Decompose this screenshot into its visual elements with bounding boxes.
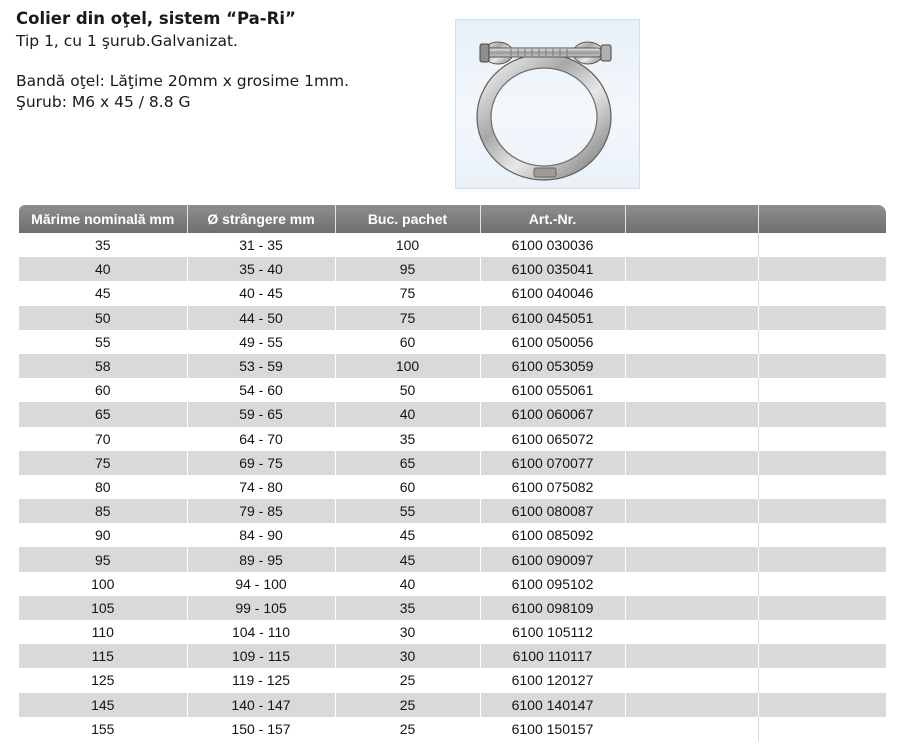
empty-cell [758,281,886,305]
empty-cell [758,451,886,475]
col-header-empty-1 [625,205,758,233]
empty-cell [625,378,758,402]
nominal-size-cell: 115 [19,644,187,668]
clamp-range-cell: 69 - 75 [187,451,335,475]
product-subtitle: Tip 1, cu 1 şurub.Galvanizat. [16,32,238,50]
empty-cell [625,693,758,717]
article-no-cell: 6100 150157 [480,717,625,741]
empty-cell [625,354,758,378]
article-no-cell: 6100 110117 [480,644,625,668]
pack-qty-cell: 30 [335,644,480,668]
nominal-size-cell: 70 [19,427,187,451]
article-no-cell: 6100 060067 [480,402,625,426]
empty-cell [625,475,758,499]
table-body [19,233,886,741]
article-no-cell: 6100 085092 [480,523,625,547]
table-row [19,257,886,281]
nominal-size-cell: 35 [19,233,187,257]
table-row [19,547,886,571]
empty-cell [758,306,886,330]
table-row [19,596,886,620]
table-row [19,693,886,717]
clamp-range-cell: 74 - 80 [187,475,335,499]
nominal-size-cell: 100 [19,572,187,596]
clamp-range-cell: 31 - 35 [187,233,335,257]
pack-qty-cell: 45 [335,523,480,547]
pack-qty-cell: 55 [335,499,480,523]
table-header-row [19,205,886,233]
empty-cell [625,330,758,354]
article-no-cell: 6100 098109 [480,596,625,620]
table-row [19,644,886,668]
table-row [19,668,886,692]
article-no-cell: 6100 140147 [480,693,625,717]
product-photo [455,19,640,189]
empty-cell [758,717,886,741]
pack-qty-cell: 25 [335,668,480,692]
empty-cell [758,620,886,644]
article-no-cell: 6100 040046 [480,281,625,305]
clamp-range-cell: 44 - 50 [187,306,335,330]
nominal-size-cell: 85 [19,499,187,523]
nominal-size-cell: 75 [19,451,187,475]
clamp-range-cell: 109 - 115 [187,644,335,668]
empty-cell [758,644,886,668]
table-row [19,451,886,475]
article-no-cell: 6100 070077 [480,451,625,475]
article-no-cell: 6100 065072 [480,427,625,451]
nominal-size-cell: 95 [19,547,187,571]
nominal-size-cell: 155 [19,717,187,741]
nominal-size-cell: 125 [19,668,187,692]
nominal-size-cell: 145 [19,693,187,717]
table-row [19,354,886,378]
nominal-size-cell: 90 [19,523,187,547]
col-header-article-no: Art.-Nr. [480,205,625,233]
pack-qty-cell: 35 [335,596,480,620]
empty-cell [625,427,758,451]
pack-qty-cell: 40 [335,402,480,426]
clamp-range-cell: 59 - 65 [187,402,335,426]
clamp-range-cell: 54 - 60 [187,378,335,402]
empty-cell [625,257,758,281]
table-row [19,717,886,741]
col-header-pack-qty: Buc. pachet [335,205,480,233]
clamp-range-cell: 89 - 95 [187,547,335,571]
nominal-size-cell: 40 [19,257,187,281]
pack-qty-cell: 25 [335,693,480,717]
pack-qty-cell: 60 [335,330,480,354]
clamp-range-cell: 53 - 59 [187,354,335,378]
table-row [19,523,886,547]
empty-cell [625,523,758,547]
steel-hose-clamp-icon [456,20,639,188]
empty-cell [758,427,886,451]
col-header-nominal-size: Mărime nominală mm [19,205,187,233]
article-no-cell: 6100 080087 [480,499,625,523]
empty-cell [625,233,758,257]
empty-cell [758,402,886,426]
article-no-cell: 6100 035041 [480,257,625,281]
empty-cell [758,378,886,402]
empty-cell [758,233,886,257]
pack-qty-cell: 95 [335,257,480,281]
nominal-size-cell: 60 [19,378,187,402]
empty-cell [625,596,758,620]
screw-spec: Şurub: M6 x 45 / 8.8 G [16,93,191,111]
clamp-range-cell: 40 - 45 [187,281,335,305]
table-row [19,402,886,426]
col-header-clamp-diameter: Ø strângere mm [187,205,335,233]
clamp-range-cell: 119 - 125 [187,668,335,692]
empty-cell [758,499,886,523]
empty-cell [625,547,758,571]
article-no-cell: 6100 053059 [480,354,625,378]
article-no-cell: 6100 095102 [480,572,625,596]
empty-cell [758,572,886,596]
empty-cell [625,644,758,668]
clamp-range-cell: 140 - 147 [187,693,335,717]
empty-cell [625,572,758,596]
clamp-range-cell: 64 - 70 [187,427,335,451]
clamp-range-cell: 49 - 55 [187,330,335,354]
table-row [19,572,886,596]
empty-cell [625,451,758,475]
pack-qty-cell: 100 [335,233,480,257]
empty-cell [625,620,758,644]
empty-cell [758,596,886,620]
pack-qty-cell: 30 [335,620,480,644]
table-row [19,306,886,330]
table-row [19,330,886,354]
article-no-cell: 6100 105112 [480,620,625,644]
product-title: Colier din oţel, sistem “Pa-Ri” [16,9,296,28]
empty-cell [758,354,886,378]
pack-qty-cell: 45 [335,547,480,571]
size-table [19,205,886,741]
table-row [19,378,886,402]
clamp-range-cell: 35 - 40 [187,257,335,281]
empty-cell [758,693,886,717]
table-row [19,281,886,305]
pack-qty-cell: 65 [335,451,480,475]
pack-qty-cell: 60 [335,475,480,499]
nominal-size-cell: 58 [19,354,187,378]
empty-cell [625,281,758,305]
article-no-cell: 6100 030036 [480,233,625,257]
pack-qty-cell: 25 [335,717,480,741]
article-no-cell: 6100 075082 [480,475,625,499]
pack-qty-cell: 35 [335,427,480,451]
empty-cell [625,499,758,523]
empty-cell [758,547,886,571]
pack-qty-cell: 100 [335,354,480,378]
col-header-empty-2 [758,205,886,233]
empty-cell [625,717,758,741]
pack-qty-cell: 75 [335,306,480,330]
clamp-range-cell: 79 - 85 [187,499,335,523]
empty-cell [758,668,886,692]
table-row [19,233,886,257]
band-spec: Bandă oţel: Lăţime 20mm x grosime 1mm. [16,72,350,90]
nominal-size-cell: 45 [19,281,187,305]
table-row [19,499,886,523]
empty-cell [758,257,886,281]
nominal-size-cell: 50 [19,306,187,330]
nominal-size-cell: 105 [19,596,187,620]
empty-cell [758,475,886,499]
empty-cell [758,330,886,354]
pack-qty-cell: 50 [335,378,480,402]
article-no-cell: 6100 045051 [480,306,625,330]
article-no-cell: 6100 120127 [480,668,625,692]
clamp-range-cell: 94 - 100 [187,572,335,596]
empty-cell [625,668,758,692]
empty-cell [625,402,758,426]
empty-cell [625,306,758,330]
empty-cell [758,523,886,547]
table-row [19,475,886,499]
clamp-range-cell: 99 - 105 [187,596,335,620]
article-no-cell: 6100 055061 [480,378,625,402]
article-no-cell: 6100 050056 [480,330,625,354]
table-row [19,620,886,644]
clamp-range-cell: 104 - 110 [187,620,335,644]
nominal-size-cell: 80 [19,475,187,499]
pack-qty-cell: 40 [335,572,480,596]
table-row [19,427,886,451]
pack-qty-cell: 75 [335,281,480,305]
article-no-cell: 6100 090097 [480,547,625,571]
nominal-size-cell: 110 [19,620,187,644]
nominal-size-cell: 55 [19,330,187,354]
clamp-range-cell: 150 - 157 [187,717,335,741]
nominal-size-cell: 65 [19,402,187,426]
clamp-range-cell: 84 - 90 [187,523,335,547]
